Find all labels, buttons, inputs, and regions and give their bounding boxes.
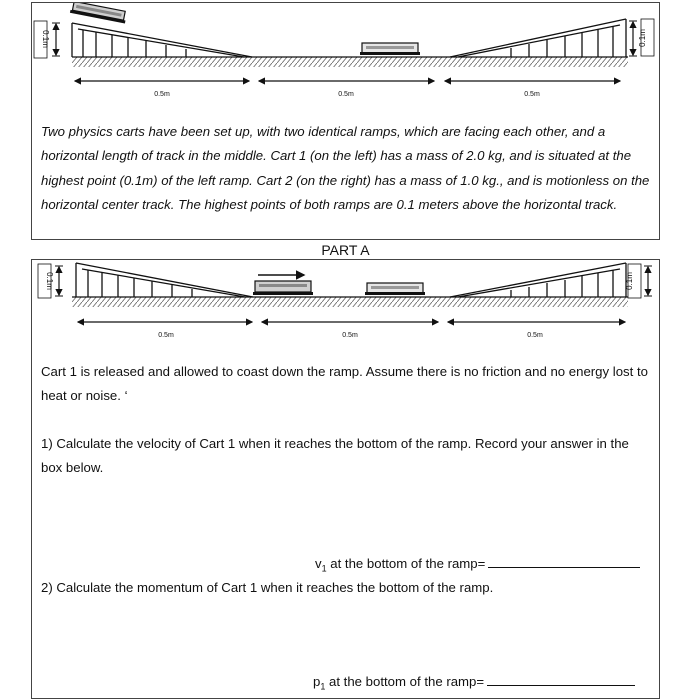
right-height-marker	[629, 19, 654, 56]
cart-2	[360, 43, 420, 55]
left-height-marker	[38, 264, 63, 298]
height-label-right: 0.1m	[638, 29, 647, 47]
ground-hatch	[72, 57, 628, 67]
intro-text: Two physics carts have been set up, with two identical ramps, which are facing each other, and a horizontal length of track in the middle. Cart 1 (on the left) has a mass of 2.0 kg, and is situated at the highest point (0.1m) of the left ramp. Cart 2 (on the right) has a mass of 1.0 kg., and is motionless on the horizontal center track. The highest points of both ramps are 0.1 meters above the horizontal track.	[41, 124, 650, 213]
segment-label-center: 0.5m	[338, 91, 354, 98]
left-ramp	[72, 23, 252, 57]
height-label-right: 0.1m	[625, 272, 634, 290]
question-1: 1) Calculate the velocity of Cart 1 when it reaches the bottom of the ramp. Record your answer in the box below.	[41, 436, 629, 475]
part-a-panel	[31, 259, 660, 699]
cart-1	[253, 275, 313, 295]
answer-2-symbol: p	[313, 674, 321, 689]
right-ramp	[450, 263, 626, 297]
answer-1-symbol: v	[315, 556, 322, 571]
cart-1	[70, 3, 127, 23]
answer-2-subscript: 1	[320, 681, 326, 692]
answer-1-blank[interactable]	[488, 556, 640, 568]
segment-label-left: 0.5m	[154, 91, 170, 98]
right-height-marker	[625, 264, 652, 298]
part-a-description: Cart 1 is released and allowed to coast down the ramp. Assume there is no friction and no energy lost to heat or noise. ‘	[41, 364, 648, 403]
answer-2-blank[interactable]	[487, 674, 635, 686]
height-label-left: 0.1m	[45, 272, 54, 290]
segment-label-right: 0.5m	[527, 332, 543, 339]
left-ramp	[76, 263, 253, 297]
answer-1-line[interactable]	[315, 556, 640, 574]
segment-label-center: 0.5m	[342, 332, 358, 339]
answer-1-subscript: 1	[321, 563, 327, 574]
setup-diagram	[32, 3, 659, 113]
part-title: PART A	[321, 242, 370, 258]
answer-1-label: at the bottom of the ramp=	[326, 556, 486, 571]
answer-2-label: at the bottom of the ramp=	[325, 674, 485, 689]
answer-2-line[interactable]	[313, 674, 635, 692]
part-a-diagram	[32, 260, 659, 350]
segment-label-right: 0.5m	[524, 91, 540, 98]
question-2: 2) Calculate the momentum of Cart 1 when it reaches the bottom of the ramp.	[41, 580, 494, 595]
cart-2	[365, 283, 425, 295]
setup-panel	[31, 2, 660, 240]
segment-label-left: 0.5m	[158, 332, 174, 339]
height-label-left: 0.1m	[41, 30, 50, 48]
ground-hatch	[72, 297, 628, 307]
left-height-marker	[34, 21, 60, 58]
right-ramp	[450, 19, 626, 57]
